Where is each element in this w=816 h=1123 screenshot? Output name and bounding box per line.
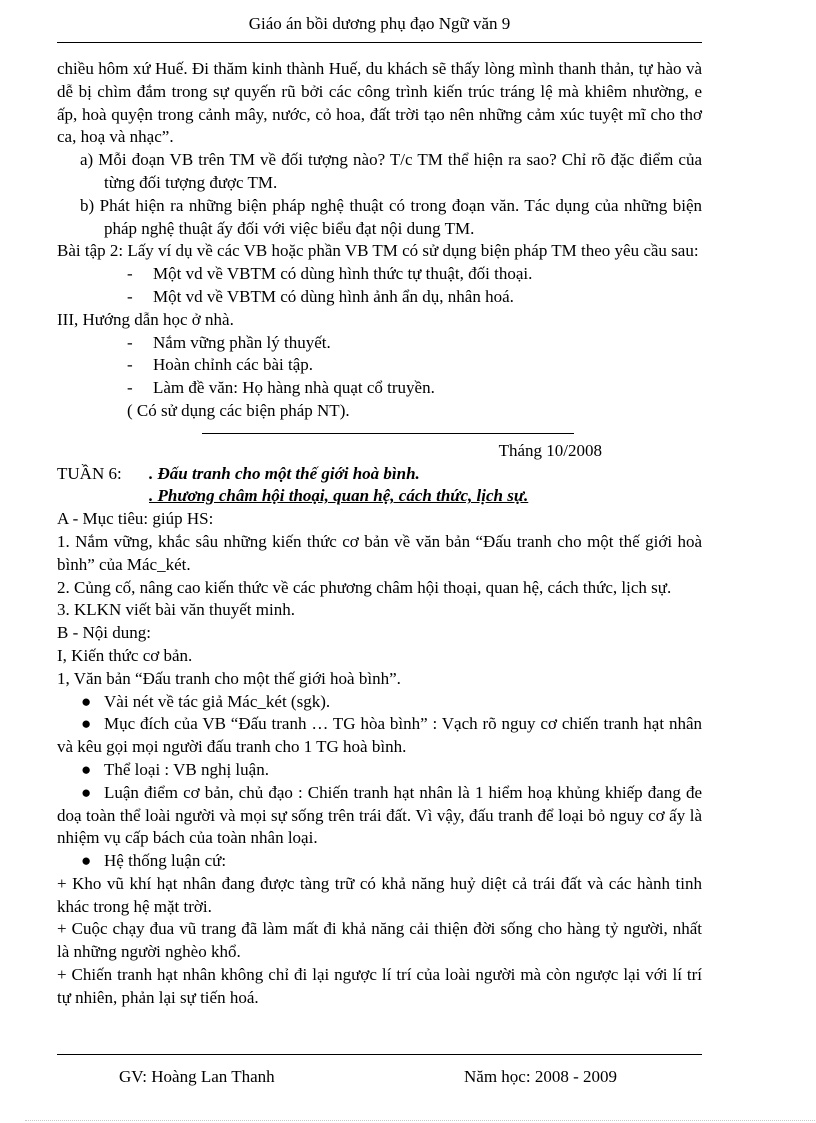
bullet-item: ● Thể loại : VB nghị luận. — [57, 759, 702, 782]
bullet-icon: ● — [81, 782, 92, 802]
dash-item: - Một vd về VBTM có dùng hình ảnh ẩn dụ, nhân hoá. — [127, 286, 514, 306]
section-divider — [202, 433, 574, 434]
note: ( Có sử dụng các biện pháp NT). — [127, 400, 350, 420]
footer-teacher: GV: Hoàng Lan Thanh — [119, 1067, 275, 1086]
bullet-item: ● Hệ thống luận cứ: — [57, 850, 702, 873]
objective-2: 2. Củng cố, nâng cao kiến thức về các phương châm hội thoại, quan hệ, cách thức, lịch sự. — [57, 577, 672, 597]
dash-item: - Nắm vững phần lý thuyết. — [127, 332, 331, 352]
exercise-2: Bài tập 2: Lấy ví dụ về các VB hoặc phần VB TM có sử dụng biện pháp TM theo yêu cầu sau: — [57, 241, 699, 261]
paragraph-continuation: chiều hôm xứ Huế. Đi thăm kinh thành Huế, du khách sẽ thấy lòng mình thanh thản, tự hào và dễ bị chìm đắm trong sự quyến rũ bởi các công trình kiến trúc tráng lệ mà khiêm nhường, e ấp, hoà quyện trong cảnh mây, nước, cỏ hoa, đất trời tạo nên những cảm xúc tuyệt mĩ cho thơ ca, hoạ và nhạc”. — [57, 59, 702, 147]
bullet-item: ● Mục đích của VB “Đấu tranh … TG hòa bình” : Vạch rõ nguy cơ chiến tranh hạt nhân và kêu gọi mọi người đấu tranh cho 1 TG hoà bình. — [57, 714, 702, 757]
footer-school-year: Năm học: 2008 - 2009 — [464, 1067, 617, 1086]
footer-rule — [57, 1054, 702, 1055]
objective-3: 3. KLKN viết bài văn thuyết minh. — [57, 600, 295, 620]
page-header: Giáo án bồi dương phụ đạo Ngữ văn 9 — [248, 14, 511, 33]
bullet-item: ● Luận điểm cơ bản, chủ đạo : Chiến tranh hạt nhân là 1 hiểm hoạ khủng khiếp đang đe doạ toàn thể loài người và mọi sự sống trên trái đất. Vì vậy, đấu tranh để loại bỏ nguy cơ ấy là nhiệm vụ cấp bách của toàn nhân loại. — [57, 782, 702, 848]
document-body — [57, 58, 702, 1010]
week-label: TUẦN 6: — [57, 463, 122, 483]
dash-item: - Một vd về VBTM có dùng hình thức tự thuật, đối thoại. — [127, 264, 533, 284]
bullet-icon: ● — [81, 691, 92, 711]
plus-item: + Chiến tranh hạt nhân không chỉ đi lại ngược lí trí của loài người mà còn ngược lại với lí trí tự nhiên, phản lại sự tiến hoá. — [57, 965, 702, 1007]
section-b-heading: B - Nội dung: — [57, 623, 151, 643]
page-bottom-border — [25, 1120, 815, 1121]
bullet-item: ● Vài nét về tác giả Mác_két (sgk). — [57, 691, 702, 714]
bullet-icon: ● — [81, 714, 92, 734]
date: Tháng 10/2008 — [498, 440, 602, 460]
item-b: b) Phát hiện ra những biện pháp nghệ thuật có trong đoạn văn. Tác dụng của những biện pháp nghệ thuật ấy đối với việc biểu đạt nội dung TM. — [80, 195, 702, 238]
header-rule — [57, 42, 702, 43]
bullet-icon: ● — [81, 759, 92, 779]
item-a: a) Mỗi đoạn VB trên TM về đối tượng nào? T/c TM thể hiện ra sao? Chỉ rõ đặc điểm của từng đối tượng được TM. — [80, 150, 702, 192]
dash-item: - Hoàn chỉnh các bài tập. — [127, 355, 314, 375]
section-a-heading: A - Mục tiêu: giúp HS: — [57, 509, 214, 529]
week-title-2: . Phương châm hội thoại, quan hệ, cách thức, lịch sự. — [149, 486, 529, 506]
plus-item: + Kho vũ khí hạt nhân đang được tàng trữ có khả năng huỷ diệt cả trái đất và các hành tinh khác trong hệ mặt trời. — [57, 873, 702, 916]
week-title-1: . Đấu tranh cho một thế giới hoà bình. — [149, 463, 420, 483]
objective-1: 1. Nắm vững, khắc sâu những kiến thức cơ bản về văn bản “Đấu tranh cho một thế giới hoà bình” của Mác_két. — [57, 531, 702, 574]
plus-item: + Cuộc chạy đua vũ trang đã làm mất đi khả năng cải thiện đời sống cho hàng tỷ người, nhất là những người nghèo khổ. — [57, 919, 702, 962]
dash-item: - Làm đề văn: Họ hàng nhà quạt cổ truyền. — [127, 378, 435, 398]
section-iii-heading: III, Hướng dẫn học ở nhà. — [57, 309, 234, 329]
bullet-icon: ● — [81, 851, 92, 871]
section-1-heading: 1, Văn bản “Đấu tranh cho một thế giới hoà bình”. — [57, 668, 401, 688]
week-heading — [57, 463, 702, 486]
section-i-heading: I, Kiến thức cơ bản. — [57, 645, 193, 665]
